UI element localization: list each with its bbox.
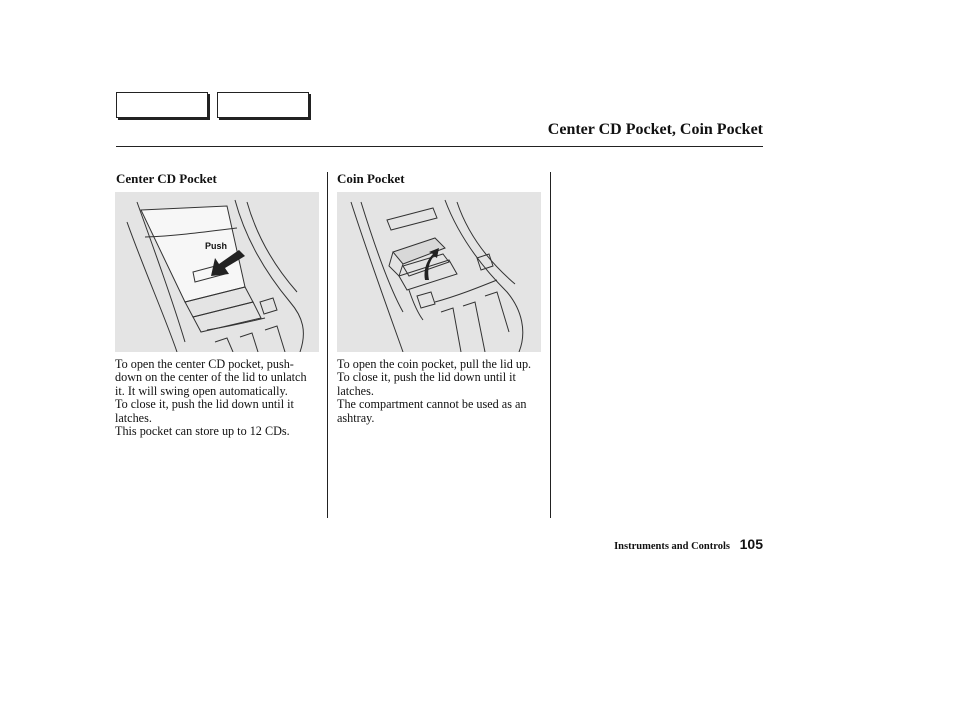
- nav-button-2[interactable]: [217, 92, 309, 118]
- paragraph: The compartment cannot be used as an ashtray.: [337, 397, 527, 425]
- column-divider: [550, 172, 551, 518]
- paragraph: To open the center CD pocket, push- down on the center of the lid to unlatch it. It will swing open automatically.: [115, 357, 307, 398]
- coin-pocket-instructions: [337, 358, 541, 425]
- column-divider: [327, 172, 328, 518]
- coin-pocket-illustration: [337, 192, 541, 352]
- nav-button-1[interactable]: [116, 92, 208, 118]
- paragraph: This pocket can store up to 12 CDs.: [115, 424, 290, 439]
- paragraph: To close it, push the lid down until it latches.: [115, 397, 294, 425]
- cd-pocket-instructions: [115, 358, 319, 438]
- paragraph: To close it, push the lid down until it latches.: [337, 370, 516, 398]
- coin-pocket-heading: Coin Pocket: [337, 171, 405, 186]
- cd-pocket-heading: Center CD Pocket: [116, 171, 217, 186]
- cd-pocket-illustration: [115, 192, 319, 352]
- title-rule: [116, 146, 763, 147]
- paragraph: To open the coin pocket, pull the lid up.: [337, 357, 532, 371]
- page-title: Center CD Pocket, Coin Pocket: [547, 121, 763, 138]
- footer-section-name: Instruments and Controls: [614, 541, 730, 552]
- page-number: 105: [739, 536, 763, 552]
- push-callout: Push: [205, 241, 228, 251]
